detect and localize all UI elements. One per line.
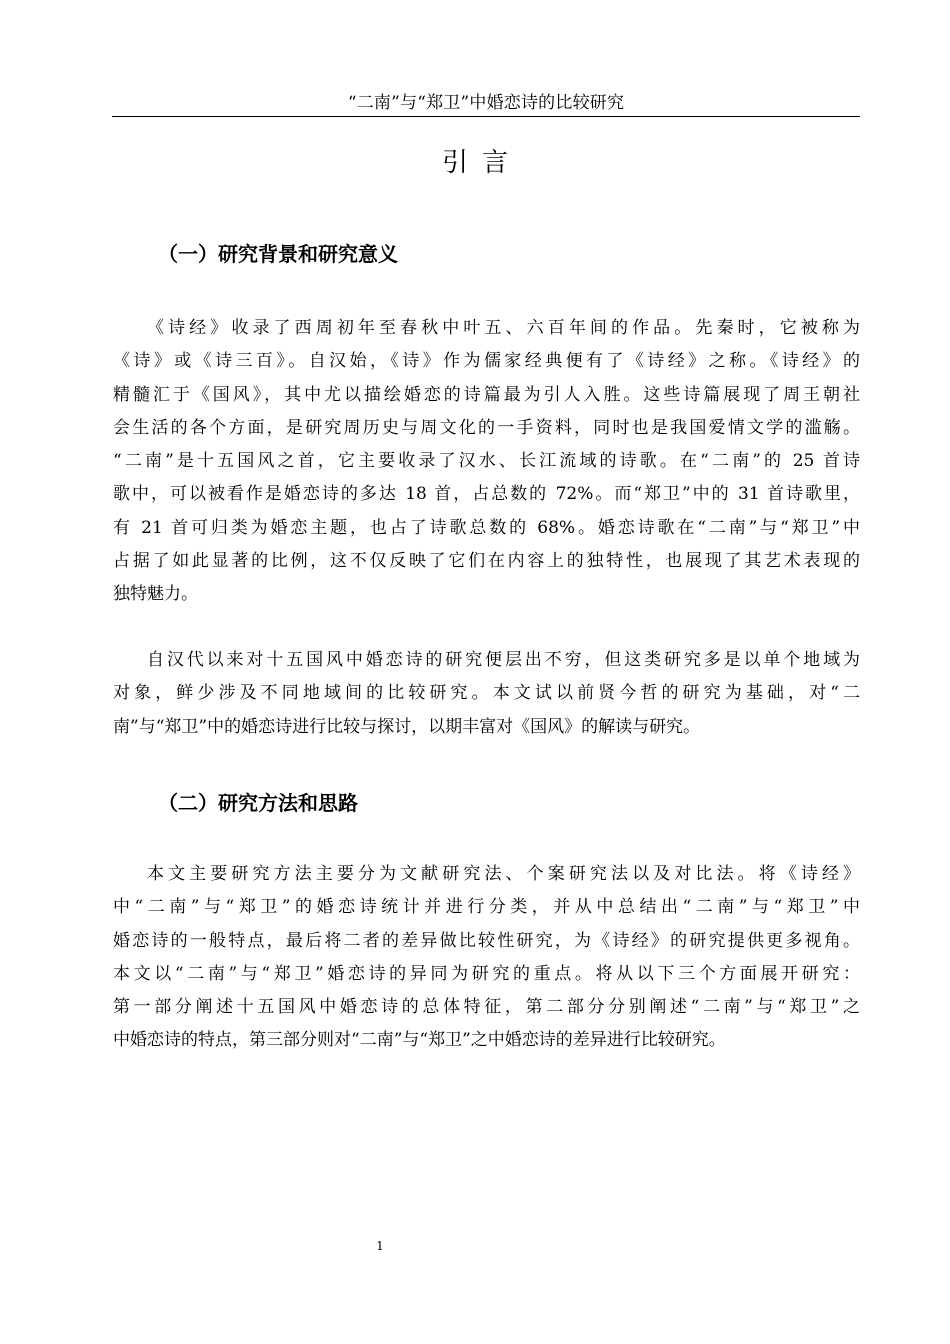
paragraph-line: 婚恋诗的一般特点，最后将二者的差异做比较性研究，为《诗经》的研究提供更多视角。: [113, 930, 860, 951]
paragraph-line: 会生活的各个方面，是研究周历史与周文化的一手资料，同时也是我国爱情文学的滥觞。: [113, 417, 860, 438]
paragraph-line: 对象，鲜少涉及不同地域间的比较研究。本文试以前贤今哲的研究为基础，对“二: [113, 683, 860, 704]
chapter-title: 引言: [441, 148, 522, 178]
paragraph-line: 有 21 首可归类为婚恋主题，也占了诗歌总数的 68%。婚恋诗歌在“二南”与“郑卫”中: [113, 517, 860, 538]
page-number: 1: [376, 1239, 384, 1253]
paragraph-line: 歌中，可以被看作是婚恋诗的多达 18 首，占总数的 72%。而“郑卫”中的 31 首诗歌里，: [113, 484, 860, 505]
paragraph-methods-1: [113, 858, 860, 1058]
running-header-title: “二南”与“郑卫”中婚恋诗的比较研究: [347, 93, 625, 113]
header-divider: [112, 116, 860, 117]
paragraph-line: 中“二南”与“郑卫”的婚恋诗统计并进行分类，并从中总结出“二南”与“郑卫”中: [113, 897, 860, 918]
paragraph-line: 占据了如此显著的比例，这不仅反映了它们在内容上的独特性，也展现了其艺术表现的: [113, 551, 860, 572]
paragraph-line: 自汉代以来对十五国风中婚恋诗的研究便层出不穷，但这类研究多是以单个地域为: [147, 650, 860, 670]
paragraph-line: 独特魅力。: [113, 584, 198, 605]
paragraph-line: 《诗经》收录了西周初年至春秋中叶五、六百年间的作品。先秦时，它被称为: [147, 318, 860, 338]
paragraph-background-1: [113, 312, 860, 612]
paragraph-line: 第一部分阐述十五国风中婚恋诗的总体特征，第二部分分别阐述“二南”与“郑卫”之: [113, 997, 860, 1018]
paragraph-line: 南”与“郑卫”中的婚恋诗进行比较与探讨，以期丰富对《国风》的解读与研究。: [113, 716, 701, 737]
paragraph-background-2: [113, 644, 860, 744]
paragraph-line: 中婚恋诗的特点，第三部分则对“二南”与“郑卫”之中婚恋诗的差异进行比较研究。: [113, 1030, 726, 1051]
section-heading-background: （一）研究背景和研究意义: [158, 242, 398, 266]
paragraph-line: 本文主要研究方法主要分为文献研究法、个案研究法以及对比法。将《诗经》: [147, 864, 860, 884]
paragraph-line: 本文以“二南”与“郑卫”婚恋诗的异同为研究的重点。将从以下三个方面展开研究：: [113, 963, 860, 984]
paragraph-line: 《诗》或《诗三百》。自汉始，《诗》作为儒家经典便有了《诗经》之称。《诗经》的: [113, 351, 860, 372]
section-heading-methods: （二）研究方法和思路: [158, 791, 358, 815]
paragraph-line: “二南”是十五国风之首，它主要收录了汉水、长江流域的诗歌。在“二南”的 25 首诗: [113, 451, 860, 472]
paragraph-line: 精髓汇于《国风》，其中尤以描绘婚恋的诗篇最为引人入胜。这些诗篇展现了周王朝社: [113, 384, 860, 405]
